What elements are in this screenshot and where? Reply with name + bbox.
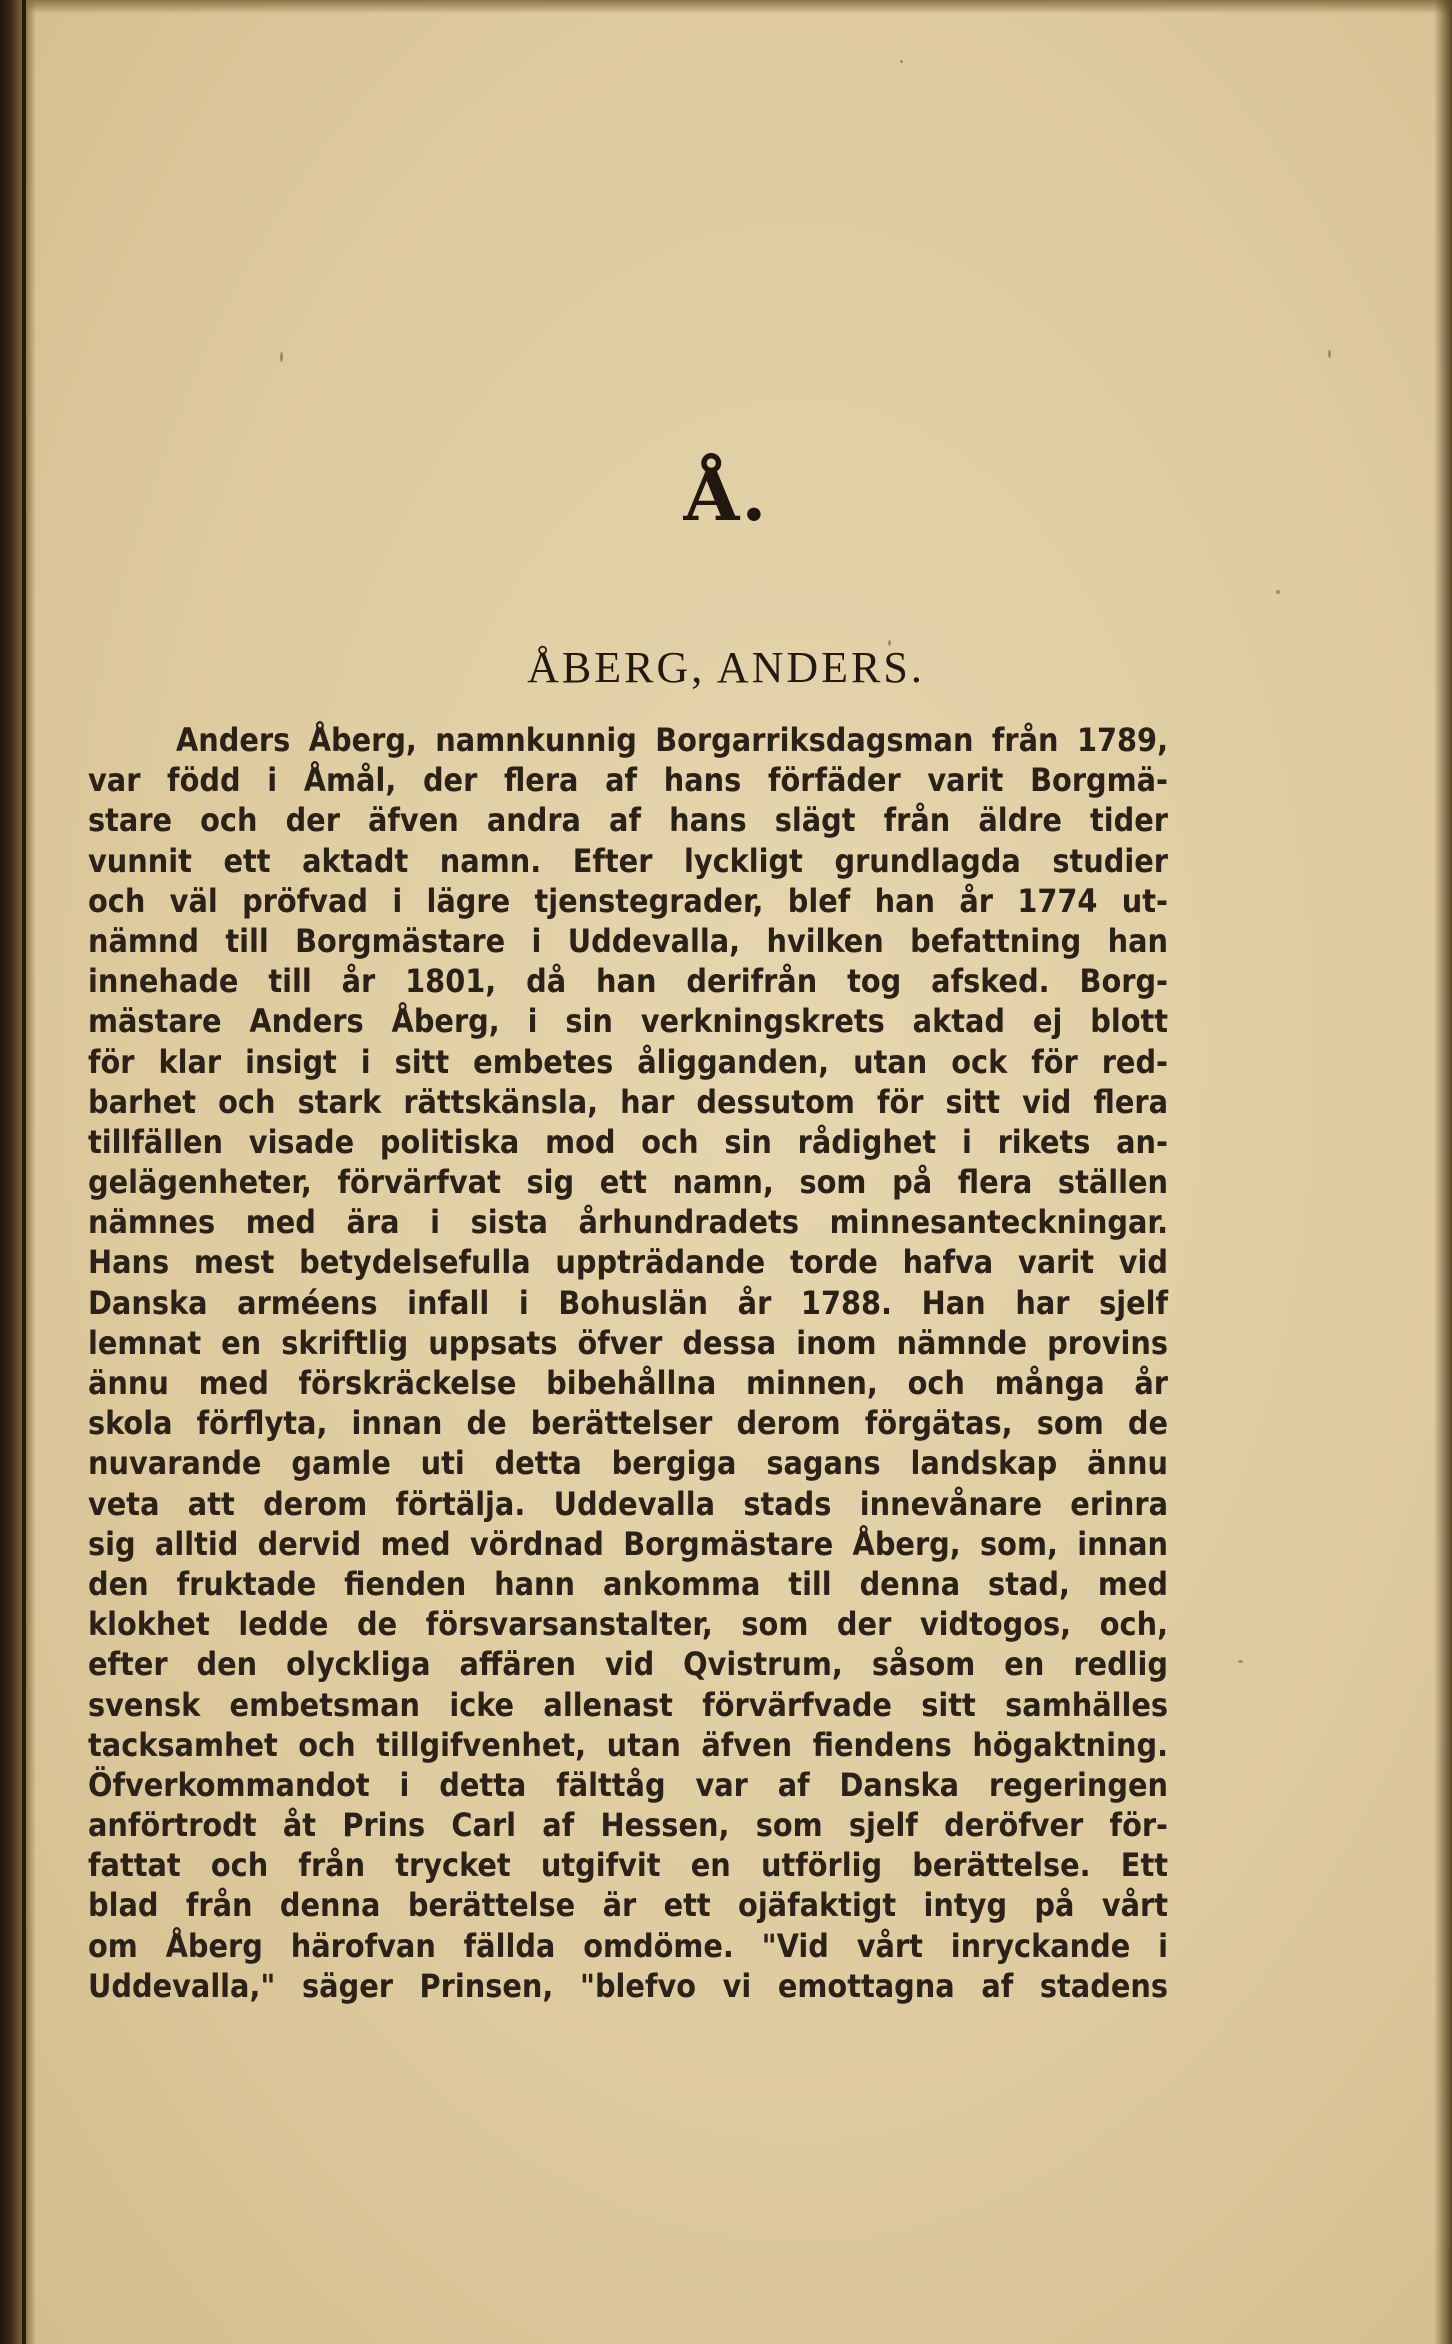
book-binding-edge [0,0,36,2344]
body-line: nämnd till Borgmästare i Uddevalla, hvilken befattning han [88,921,1168,960]
body-line: klokhet ledde de försvarsanstalter, som der vidtogos, och, [88,1605,1168,1644]
body-line: Uddevalla," säger Prinsen, "blefvo vi emottagna af stadens [88,1966,1168,2005]
body-line: nuvarande gamle uti detta bergiga sagans landskap ännu [88,1444,1168,1483]
body-line: stare och der äfven andra af hans slägt från äldre tider [88,801,1168,840]
body-line: gelägenheter, förvärfvat sig ett namn, som på flera ställen [88,1163,1168,1202]
paper-speck [1328,350,1331,358]
body-line: den fruktade fienden hann ankomma till denna stad, med [88,1564,1168,1603]
body-line: Hans mest betydelsefulla uppträdande torde hafva varit vid [88,1243,1168,1282]
body-line: vunnit ett aktadt namn. Efter lyckligt grundlagda studier [88,841,1168,880]
page-top-edge [0,0,1452,14]
body-line: mästare Anders Åberg, i sin verkningskrets aktad ej blott [88,1002,1168,1041]
body-line: om Åberg härofvan fällda omdöme. "Vid vårt inryckande i [88,1926,1168,1965]
body-line: Anders Åberg, namnkunnig Borgarriksdagsman från 1789, [176,721,1168,759]
body-line: var född i Åmål, der flera af hans förfäder varit Borgmä- [88,761,1168,800]
body-line: och väl pröfvad i lägre tjenstegrader, blef han år 1774 ut- [88,881,1168,920]
body-line: Öfverkommandot i detta fälttåg var af Danska regeringen [88,1765,1168,1804]
body-line: svensk embetsman icke allenast förvärfvade sitt samhälles [88,1685,1168,1724]
paper-speck [1276,590,1280,594]
page-right-edge [1434,0,1452,2344]
paper-speck [280,352,283,362]
body-line: ännu med förskräckelse bibehållna minnen, och många år [88,1364,1168,1402]
body-line: för klar insigt i sitt embetes åligganden, utan ock för red- [88,1042,1168,1081]
paper-speck [900,60,903,63]
body-line: blad från denna berättelse är ett ojäfaktigt intyg på vårt [88,1886,1168,1925]
body-line: barhet och stark rättskänsla, har dessutom för sitt vid flera [88,1082,1168,1121]
entry-body [88,720,1168,2006]
paper-speck [1238,1660,1243,1663]
book-binding-line [22,0,26,2344]
body-line: efter den olyckliga affären vid Qvistrum, såsom en redlig [88,1645,1168,1684]
body-line: anförtrodt åt Prins Carl af Hessen, som sjelf deröfver för- [88,1806,1168,1845]
entry-title: ÅBERG, ANDERS. [527,643,925,692]
body-line: sig alltid dervid med vördnad Borgmästare Åberg, som, innan [88,1524,1168,1563]
body-line: innehade till år 1801, då han derifrån tog afsked. Borg- [88,962,1168,1001]
body-line: fattat och från trycket utgifvit en utförlig berättelse. Ett [88,1846,1168,1885]
body-line: Danska arméens infall i Bohuslän år 1788. Han har sjelf [88,1283,1168,1322]
body-line: nämnes med ära i sista århundradets minnesanteckningar. [88,1203,1168,1242]
body-line: skola förflyta, innan de berättelser derom förgätas, som de [88,1404,1168,1443]
body-line: tacksamhet och tillgifvenhet, utan äfven fiendens högaktning. [88,1725,1168,1764]
body-line: lemnat en skriftlig uppsats öfver dessa inom nämnde provins [88,1323,1168,1362]
body-line: tillfällen visade politiska mod och sin rådighet i rikets an- [88,1122,1168,1161]
section-letter: Å. [683,452,769,537]
body-line: veta att derom förtälja. Uddevalla stads innevånare erinra [88,1484,1168,1523]
